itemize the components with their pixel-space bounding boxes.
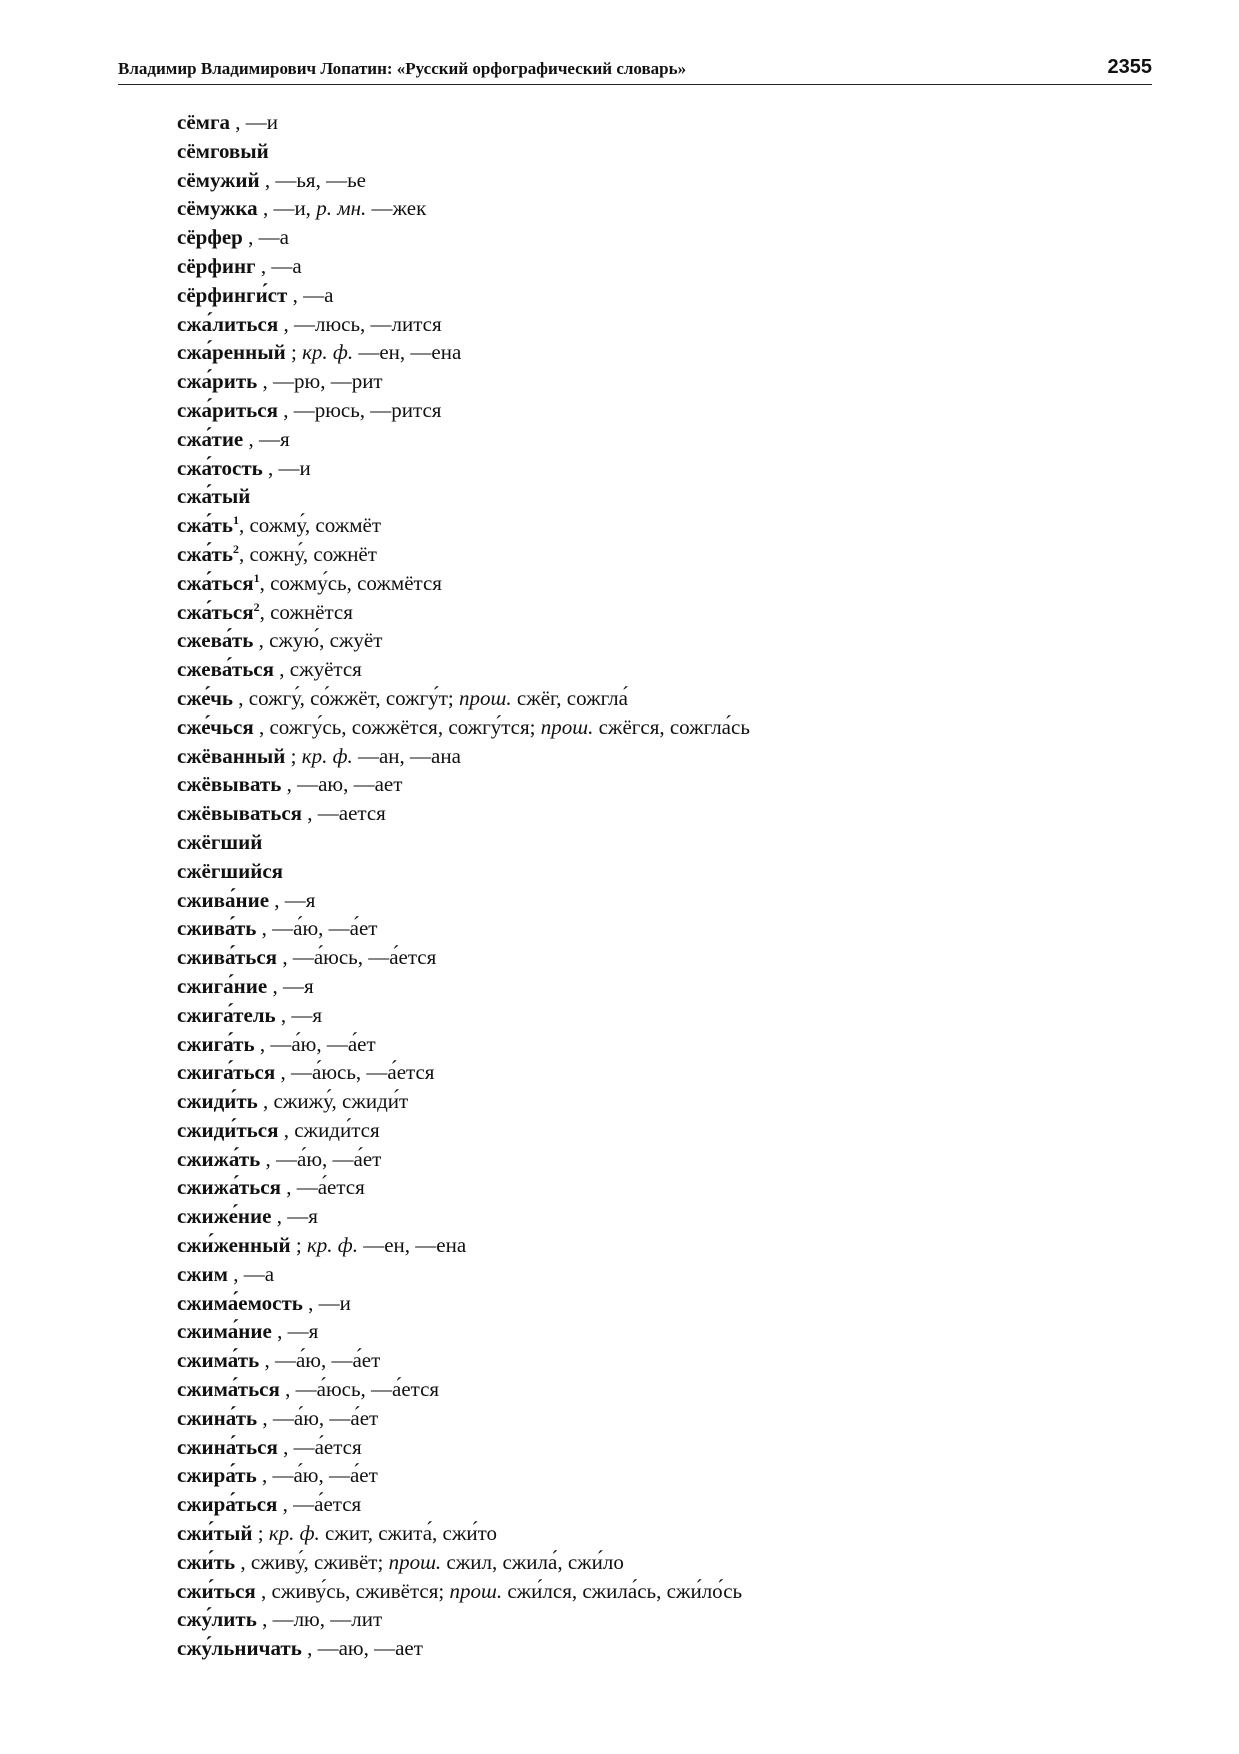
entry-forms: , —а́юсь, —а́ется bbox=[279, 1377, 440, 1402]
entry-headword: сжива́ть bbox=[177, 916, 257, 941]
entry-headword: сжижа́ть bbox=[177, 1146, 261, 1171]
dictionary-entry bbox=[177, 1375, 1137, 1404]
entry-forms: , —я bbox=[271, 1204, 318, 1229]
entry-forms: , сожму́сь, сожмётся bbox=[259, 570, 442, 595]
entry-forms: , —а́ется bbox=[280, 1175, 365, 1200]
entry-forms: ; bbox=[290, 1233, 307, 1258]
entry-headword: сже́чь bbox=[177, 685, 234, 710]
dictionary-entry bbox=[177, 1202, 1137, 1231]
entry-headword: сжева́ть bbox=[177, 628, 254, 653]
entry-headword: сжа́литься bbox=[177, 311, 279, 336]
entry-forms: , —аю, —ает bbox=[281, 772, 403, 797]
entry-headword: сжу́льничать bbox=[177, 1636, 302, 1661]
entry-forms-extra: —ан, —ана bbox=[352, 743, 461, 768]
dictionary-entry bbox=[177, 223, 1137, 252]
dictionary-entry bbox=[177, 1001, 1137, 1030]
entry-forms: , —ается bbox=[302, 801, 386, 826]
entry-forms: , —а́юсь, —а́ется bbox=[275, 1060, 435, 1085]
entry-headword: сжим bbox=[177, 1261, 228, 1286]
entry-forms: , —а bbox=[287, 282, 334, 307]
running-title: Владимир Владимирович Лопатин: «Русский орфографический словарь» bbox=[118, 59, 687, 78]
dictionary-entry bbox=[177, 1231, 1137, 1260]
entry-forms: , —а́ю, —а́ет bbox=[260, 1146, 382, 1171]
entry-forms: , сжижу́, сжиди́т bbox=[257, 1089, 409, 1114]
entry-headword: сжа́ть bbox=[177, 541, 233, 566]
entry-forms: , —а́ю, —а́ет bbox=[259, 1348, 381, 1373]
entry-forms: , —а bbox=[227, 1261, 275, 1286]
dictionary-entry bbox=[177, 425, 1137, 454]
dictionary-entry bbox=[177, 367, 1137, 396]
entry-forms: , сжиди́тся bbox=[278, 1117, 380, 1142]
entry-forms-extra: сжёг, сожгла́ bbox=[511, 685, 628, 710]
entry-headword: сжиди́ть bbox=[177, 1089, 258, 1114]
dictionary-entry bbox=[177, 914, 1137, 943]
entry-headword: сжига́ние bbox=[177, 973, 268, 998]
entry-headword: сжа́рить bbox=[177, 369, 258, 394]
entry-headword: сжёвывать bbox=[177, 772, 282, 797]
dictionary-entry bbox=[177, 108, 1137, 137]
entry-forms-extra: сжёгся, сожгла́сь bbox=[593, 714, 750, 739]
dictionary-entry bbox=[177, 943, 1137, 972]
dictionary-entry bbox=[177, 310, 1137, 339]
dictionary-entry bbox=[177, 1404, 1137, 1433]
entry-forms-extra: сжил, сжила́, сжи́ло bbox=[441, 1549, 624, 1574]
entry-forms: , —а́ю, —а́ет bbox=[257, 1405, 379, 1430]
entry-forms: , —и, bbox=[257, 196, 317, 221]
dictionary-entry bbox=[177, 137, 1137, 166]
entry-forms: , —ья, —ье bbox=[259, 167, 366, 192]
entry-forms: , —а bbox=[255, 253, 302, 278]
entry-headword: сжа́риться bbox=[177, 397, 278, 422]
entry-forms: ; bbox=[285, 340, 303, 365]
entry-headword: сжева́ться bbox=[177, 657, 274, 682]
entry-forms: ; bbox=[252, 1521, 269, 1546]
page-number: 2355 bbox=[1107, 56, 1152, 78]
entry-headword: сёрфинг bbox=[177, 253, 256, 278]
entry-forms: , сожму́, сожмёт bbox=[238, 513, 382, 538]
entry-forms: , —я bbox=[275, 1002, 323, 1027]
entry-forms-extra: —жек bbox=[366, 196, 427, 221]
entry-headword: сжина́ть bbox=[177, 1405, 258, 1430]
entry-forms: , сожнётся bbox=[259, 599, 353, 624]
entry-forms-extra: сжи́лся, сжила́сь, сжи́ло́сь bbox=[502, 1578, 743, 1603]
entry-headword: сёмужка bbox=[177, 196, 258, 221]
grammar-label: р. мн. bbox=[316, 196, 367, 221]
entry-headword: сжёгший bbox=[177, 829, 263, 854]
grammar-label: прош. bbox=[459, 685, 512, 710]
entry-forms: , —я bbox=[271, 1319, 319, 1344]
entry-headword: сёмга bbox=[177, 110, 230, 134]
entry-forms: , —а́юсь, —а́ется bbox=[277, 945, 437, 970]
grammar-label: кр. ф. bbox=[301, 743, 353, 768]
dictionary-entry bbox=[177, 1260, 1137, 1289]
dictionary-entry bbox=[177, 828, 1137, 857]
grammar-label: кр. ф. bbox=[306, 1233, 358, 1258]
entry-forms: , —а́ется bbox=[277, 1492, 362, 1517]
dictionary-entry bbox=[177, 1548, 1137, 1577]
dictionary-entry bbox=[177, 598, 1137, 627]
entry-forms: , —а́ется bbox=[277, 1434, 362, 1459]
entry-forms: , —а́ю, —а́ет bbox=[256, 916, 378, 941]
entry-headword: сжига́тель bbox=[177, 1002, 276, 1027]
dictionary-entry bbox=[177, 166, 1137, 195]
dictionary-entry bbox=[177, 281, 1137, 310]
dictionary-entry bbox=[177, 540, 1137, 569]
entry-headword: сжива́ться bbox=[177, 945, 278, 970]
entry-headword: сжи́ться bbox=[177, 1578, 256, 1603]
entry-forms: , —аю, —ает bbox=[301, 1636, 423, 1661]
dictionary-entry bbox=[177, 338, 1137, 367]
entry-headword: сжира́ть bbox=[177, 1463, 257, 1488]
entry-headword: сжа́ться bbox=[177, 599, 254, 624]
entry-headword: сжу́лить bbox=[177, 1607, 257, 1632]
entry-forms-extra: сжит, сжита́, сжи́то bbox=[319, 1521, 498, 1546]
dictionary-entry bbox=[177, 252, 1137, 281]
dictionary-entry bbox=[177, 1577, 1137, 1606]
dictionary-entry bbox=[177, 770, 1137, 799]
entry-forms: , —рю, —рит bbox=[257, 369, 383, 394]
homonym-index: 1 bbox=[253, 570, 260, 585]
grammar-label: прош. bbox=[540, 714, 594, 739]
entry-headword: сёрфер bbox=[177, 225, 243, 250]
dictionary-entry bbox=[177, 1461, 1137, 1490]
entry-headword: сжёгшийся bbox=[177, 858, 284, 883]
entry-headword: сёмужий bbox=[177, 167, 260, 192]
dictionary-entry bbox=[177, 857, 1137, 886]
entry-headword: сжёванный bbox=[177, 743, 286, 768]
entry-forms: , —я bbox=[269, 887, 316, 912]
entry-headword: сжа́тость bbox=[177, 455, 263, 480]
dictionary-entry bbox=[177, 194, 1137, 223]
page-header bbox=[118, 56, 1152, 85]
entry-forms: , сживу́сь, сживётся; bbox=[255, 1578, 450, 1603]
entry-forms-extra: —ен, —ена bbox=[357, 1233, 467, 1258]
dictionary-entry bbox=[177, 1519, 1137, 1548]
entry-forms: ; bbox=[285, 743, 302, 768]
dictionary-entries bbox=[177, 108, 1137, 1663]
dictionary-entry bbox=[177, 1346, 1137, 1375]
entry-headword: сжиди́ться bbox=[177, 1117, 279, 1142]
entry-forms: , —люсь, —лится bbox=[278, 311, 442, 336]
entry-forms: , сожгу́, со́жжёт, сожгу́т; bbox=[233, 685, 460, 710]
homonym-index: 2 bbox=[253, 599, 260, 614]
entry-headword: сжа́ть bbox=[177, 513, 233, 538]
entry-forms: , сжую́, сжуёт bbox=[253, 628, 383, 653]
entry-forms: , —а bbox=[242, 225, 289, 250]
entry-forms: , —а́ю, —а́ет bbox=[256, 1463, 378, 1488]
entry-headword: сжига́ться bbox=[177, 1060, 276, 1085]
dictionary-entry bbox=[177, 626, 1137, 655]
dictionary-entry bbox=[177, 742, 1137, 771]
entry-headword: сжива́ние bbox=[177, 887, 270, 912]
dictionary-entry bbox=[177, 454, 1137, 483]
entry-headword: сжа́ренный bbox=[177, 340, 286, 365]
dictionary-entry bbox=[177, 1173, 1137, 1202]
entry-headword: сжига́ть bbox=[177, 1031, 255, 1056]
entry-forms: , —и bbox=[229, 110, 278, 134]
entry-headword: сжима́ть bbox=[177, 1348, 260, 1373]
entry-headword: сёрфинги́ст bbox=[177, 282, 288, 307]
entry-forms: , —лю, —лит bbox=[256, 1607, 383, 1632]
dictionary-entry bbox=[177, 1087, 1137, 1116]
entry-forms: , —рюсь, —рится bbox=[277, 397, 442, 422]
entry-forms: , —а́ю, —а́ет bbox=[254, 1031, 376, 1056]
entry-headword: сже́чься bbox=[177, 714, 254, 739]
dictionary-entry bbox=[177, 1490, 1137, 1519]
entry-forms-extra: —ен, —ена bbox=[353, 340, 462, 365]
entry-headword: сжа́тый bbox=[177, 484, 251, 509]
entry-headword: сжёвываться bbox=[177, 801, 303, 826]
dictionary-entry bbox=[177, 1317, 1137, 1346]
entry-headword: сжима́ние bbox=[177, 1319, 272, 1344]
entry-headword: сжима́емость bbox=[177, 1290, 303, 1315]
grammar-label: прош. bbox=[449, 1578, 503, 1603]
entry-headword: сжира́ться bbox=[177, 1492, 278, 1517]
dictionary-entry bbox=[177, 569, 1137, 598]
dictionary-entry bbox=[177, 511, 1137, 540]
grammar-label: кр. ф. bbox=[302, 340, 354, 365]
dictionary-entry bbox=[177, 396, 1137, 425]
dictionary-entry bbox=[177, 972, 1137, 1001]
entry-forms: , —я bbox=[243, 426, 290, 451]
entry-headword: сжи́ть bbox=[177, 1549, 236, 1574]
dictionary-entry bbox=[177, 684, 1137, 713]
entry-forms: , сожгу́сь, сожжётся, сожгу́тся; bbox=[253, 714, 541, 739]
dictionary-entry bbox=[177, 713, 1137, 742]
dictionary-entry bbox=[177, 1058, 1137, 1087]
dictionary-entry bbox=[177, 886, 1137, 915]
dictionary-entry bbox=[177, 655, 1137, 684]
entry-forms: , —и bbox=[262, 455, 311, 480]
homonym-index: 1 bbox=[232, 513, 239, 528]
dictionary-entry bbox=[177, 1289, 1137, 1318]
dictionary-entry bbox=[177, 799, 1137, 828]
entry-headword: сжа́ться bbox=[177, 570, 254, 595]
entry-headword: сжина́ться bbox=[177, 1434, 278, 1459]
entry-forms: , сживу́, сживёт; bbox=[235, 1549, 389, 1574]
dictionary-entry bbox=[177, 1605, 1137, 1634]
dictionary-entry bbox=[177, 1030, 1137, 1059]
grammar-label: кр. ф. bbox=[268, 1521, 320, 1546]
entry-forms: , сожну́, сожнёт bbox=[238, 541, 377, 566]
entry-headword: сёмговый bbox=[177, 138, 269, 163]
entry-headword: сжи́женный bbox=[177, 1233, 291, 1258]
dictionary-entry bbox=[177, 1634, 1137, 1663]
dictionary-entry bbox=[177, 1145, 1137, 1174]
entry-headword: сжиже́ние bbox=[177, 1204, 272, 1229]
entry-headword: сжижа́ться bbox=[177, 1175, 281, 1200]
dictionary-entry bbox=[177, 482, 1137, 511]
entry-headword: сжи́тый bbox=[177, 1521, 253, 1546]
entry-headword: сжа́тие bbox=[177, 426, 244, 451]
grammar-label: прош. bbox=[388, 1549, 442, 1574]
dictionary-entry bbox=[177, 1433, 1137, 1462]
entry-forms: , —и bbox=[302, 1290, 351, 1315]
entry-forms: , сжуётся bbox=[274, 657, 362, 682]
homonym-index: 2 bbox=[232, 541, 239, 556]
entry-forms: , —я bbox=[267, 973, 314, 998]
entry-headword: сжима́ться bbox=[177, 1377, 280, 1402]
dictionary-entry bbox=[177, 1116, 1137, 1145]
